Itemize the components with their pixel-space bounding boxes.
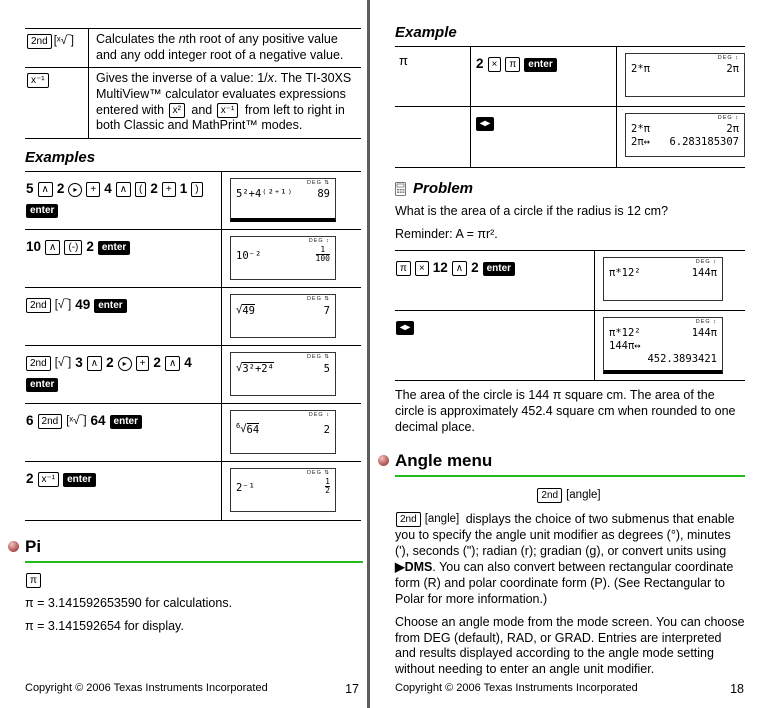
display-expression (631, 63, 650, 76)
radical-sign: √ (240, 422, 247, 435)
display-line (236, 246, 330, 263)
calculator-display (230, 294, 336, 338)
problem-answer: The area of the circle is 144 π square cm. The area of the circle is approximately 452.4 square cm when rounded to one decimal place. (395, 387, 736, 434)
reciprocal-key: x⁻¹ (217, 103, 239, 118)
key-sequence (395, 251, 595, 310)
display-line (609, 353, 717, 366)
text-run: Calculates the (96, 32, 179, 46)
display-result (324, 424, 330, 437)
lcd-text: 7 (323, 304, 330, 317)
calculator-display (603, 317, 723, 374)
lcd-text: 2π (726, 123, 739, 135)
2nd-key: 2nd (537, 488, 562, 503)
number-text: 2 (106, 354, 114, 370)
calculator-icon (395, 182, 406, 196)
text-run: . The TI-30XS MultiView™ calculator evaluates expressions entered with (96, 71, 352, 117)
number-text: 49 (75, 296, 91, 312)
example-row (25, 288, 361, 346)
lcd-text: 2π↔ (631, 136, 650, 148)
calculator-display (603, 257, 723, 301)
close-paren-key: ) (191, 182, 202, 197)
number-text: 2 (86, 238, 94, 254)
example-table (395, 46, 745, 168)
number-text: 2 (476, 56, 484, 71)
calculator-display (230, 236, 336, 280)
display-status-indicators: DEG ↕ (717, 55, 739, 61)
angle-menu-title: Angle menu (395, 451, 493, 471)
lcd-text: 144π (691, 326, 717, 339)
radical-sign: √ (236, 303, 243, 316)
examples-table (25, 171, 361, 521)
multiply-key: × (488, 57, 502, 72)
toggle-key: ◂▸ (476, 117, 494, 131)
nth-root-key: [ˣ√‾] (66, 414, 87, 427)
page-number: 17 (345, 682, 359, 696)
display-line (236, 362, 330, 376)
page-footer (25, 682, 359, 696)
example-row (25, 172, 361, 230)
display-status-indicators: DEG ↕ (695, 258, 717, 265)
display-result (669, 136, 739, 149)
lcd-text: 2*π (631, 63, 650, 75)
display-line (609, 340, 717, 353)
radicand: 3²+2⁴ (242, 362, 274, 375)
display-line (236, 304, 330, 318)
display-expression (609, 267, 641, 280)
lcd-text: 144π↔ (609, 339, 641, 352)
lcd-text: 5 (323, 362, 330, 375)
display-cell (222, 404, 361, 461)
key-table-keys (25, 29, 88, 67)
display-result (324, 305, 330, 318)
copyright-text: Copyright © 2006 Texas Instruments Incorporated (25, 682, 268, 694)
bold-text: ▶DMS (395, 560, 433, 574)
section-bullet-icon (378, 455, 389, 466)
nth-root-key: [ˣ√‾] (53, 35, 74, 47)
radicand: 49 (242, 304, 255, 317)
key-table-keys (25, 68, 88, 138)
example-row (395, 47, 745, 107)
key-sequence (471, 47, 617, 106)
key-sequence (25, 172, 222, 229)
lcd-text: 144π (691, 266, 717, 279)
open-paren-key: ( (135, 182, 146, 197)
key-sequence (471, 107, 617, 167)
problem-heading (395, 180, 745, 197)
display-line (631, 123, 739, 136)
text-run: π (399, 53, 408, 68)
number-text: 1 (179, 180, 188, 196)
enter-key: enter (26, 204, 58, 218)
fraction (325, 478, 330, 495)
display-expression (609, 327, 641, 340)
display-expression (236, 188, 293, 201)
display-result (317, 188, 330, 201)
sqrt-expression (240, 423, 259, 437)
display-cell (617, 47, 745, 106)
display-line (609, 327, 717, 340)
display-cell (222, 346, 361, 403)
display-status-indicators: DEG ↕ (717, 115, 739, 121)
display-expression (236, 250, 261, 263)
display-expression (609, 340, 641, 353)
section-bullet-icon (8, 541, 19, 552)
pi-section-heading (25, 537, 363, 563)
enter-key: enter (63, 473, 95, 487)
caret-key: ∧ (38, 182, 53, 197)
x-squared-key: x² (169, 103, 185, 118)
angle-menu-paragraph-1 (395, 512, 745, 607)
radical-sign: √ (236, 361, 243, 374)
display-status-indicators: DEG ⇅ (306, 469, 330, 476)
example-label (395, 47, 471, 106)
display-line (631, 136, 739, 149)
display-status-indicators: DEG ↕ (308, 237, 330, 244)
display-result (316, 246, 330, 263)
key-sequence (25, 288, 222, 345)
number-text: 2 (26, 470, 34, 486)
lcd-text: 2⁻¹ (236, 481, 255, 494)
plus-key: + (162, 182, 176, 197)
display-expression (631, 123, 650, 136)
number-text: 5 (26, 180, 34, 196)
copyright-text: Copyright © 2006 Texas Instruments Incorporated (395, 682, 638, 694)
calculator-display (230, 352, 336, 396)
lcd-text: 5²+4⁽²⁺¹⁾ (236, 187, 293, 200)
angle-menu-paragraph-2: Choose an angle mode from the mode screen. You can choose from DEG (default), RAD, or GRAD. Entries are interpreted and results displayed according to the angle mode setting without needing to enter an angle unit modifier. (395, 614, 745, 677)
display-cell (222, 462, 361, 520)
display-result (692, 267, 717, 280)
example-heading: Example (395, 24, 457, 41)
multiply-key: × (415, 261, 429, 276)
display-result (726, 63, 739, 76)
key-sequence (25, 404, 222, 461)
display-status-indicators: DEG ⇅ (306, 295, 330, 302)
enter-key: enter (483, 262, 515, 276)
text-run: Gives the inverse of a value: 1/ (96, 71, 268, 86)
example-row (395, 107, 745, 167)
pi-calculations-line: π = 3.141592653590 for calculations. (25, 595, 233, 610)
display-cell (595, 251, 745, 310)
number-text: 4 (104, 180, 112, 196)
problem-row (395, 251, 745, 311)
display-status-indicators: DEG ⇅ (306, 179, 330, 186)
angle-key: [angle] (566, 489, 601, 502)
display-cell (222, 172, 361, 229)
calculator-display (625, 113, 745, 157)
key-sequence (395, 311, 595, 380)
display-result (325, 478, 330, 495)
key-table-row (25, 68, 361, 139)
key-reference-table (25, 28, 361, 139)
lcd-text: 2π (726, 63, 739, 75)
enter-key: enter (98, 241, 130, 255)
display-result (692, 327, 717, 340)
sqrt-expression (236, 304, 255, 318)
text-run: from left to right in both Classic and MathPrint™ modes. (96, 102, 345, 133)
lcd-text: π*12² (609, 326, 641, 339)
text-run: th root of any positive value and any odd integer root of a negative value. (96, 32, 344, 62)
square-root-key: [√‾] (54, 298, 72, 311)
example-row (25, 404, 361, 462)
number-text: 2 (56, 180, 65, 196)
display-status-indicators: DEG ⇅ (306, 353, 330, 360)
reciprocal-key: x⁻¹ (38, 472, 60, 487)
pi-display-line: π = 3.141592654 for display. (25, 618, 184, 633)
display-line (609, 267, 717, 280)
display-result (324, 363, 330, 376)
display-cell (222, 230, 361, 287)
pi-key-line (25, 573, 363, 588)
page-17 (0, 0, 367, 708)
enter-key: enter (524, 58, 556, 72)
number-text: 10 (26, 238, 42, 254)
angle-menu-heading (395, 451, 745, 477)
superscript: 6 (236, 421, 241, 430)
lcd-text: π*12² (609, 266, 641, 279)
display-cell (595, 311, 745, 380)
caret-key: ∧ (116, 182, 131, 197)
2nd-key: 2nd (27, 34, 52, 49)
text-run: . You can also convert between rectangular coordinate form (R) and polar coordinate form (P). (See Rectangular to Polar for more information.) (395, 560, 734, 606)
pi-key: π (26, 573, 41, 588)
lcd-text: 89 (317, 187, 330, 200)
2nd-key: 2nd (396, 512, 421, 527)
key-sequence (25, 346, 222, 403)
display-expression (631, 136, 650, 149)
lcd-text: 452.3893421 (647, 352, 717, 365)
display-expression (236, 420, 259, 437)
problem-table (395, 250, 745, 381)
calculator-display (230, 468, 336, 512)
example-label (395, 107, 471, 167)
lcd-text: 2 (323, 423, 330, 436)
plus-key: + (86, 182, 100, 197)
example-row (25, 346, 361, 404)
text-run: displays the choice of two submenus that enable you to specify the angle unit modifier as degrees (°), minutes ('), seconds ("); radian (r); gradian (g), or convert units using (395, 512, 735, 559)
pi-key: π (396, 261, 411, 276)
italic-text: n (178, 32, 186, 46)
display-cell (617, 107, 745, 167)
denominator: 100 (315, 253, 330, 263)
number-text: 3 (75, 354, 83, 370)
number-text: 2 (153, 354, 161, 370)
lcd-text: 10⁻² (236, 249, 262, 262)
number-text: 12 (432, 259, 448, 275)
text-run: and (187, 102, 216, 117)
enter-key: enter (110, 415, 142, 429)
display-expression (236, 362, 274, 376)
key-table-description (88, 68, 361, 138)
key-table-row (25, 29, 361, 68)
number-text: 4 (184, 354, 192, 370)
problem-question: What is the area of a circle if the radius is 12 cm? (395, 204, 669, 218)
calculator-display (230, 178, 336, 222)
display-line (236, 420, 330, 437)
caret-key: ∧ (452, 261, 467, 276)
reciprocal-key: x⁻¹ (27, 73, 49, 88)
italic-text: x (267, 71, 274, 86)
display-line (631, 63, 739, 76)
numerator: 1 (325, 476, 330, 486)
angle-key: [angle] (424, 513, 460, 526)
calculator-display (230, 410, 336, 454)
display-cell (222, 288, 361, 345)
key-sequence (25, 462, 222, 520)
display-status-indicators: DEG ↕ (308, 411, 330, 418)
page-18 (370, 0, 758, 708)
negative-key: (-) (64, 240, 82, 255)
number-text: 2 (471, 259, 479, 275)
problem-title: Problem (413, 180, 474, 197)
pi-key: π (505, 57, 520, 72)
pi-section-title: Pi (25, 536, 42, 556)
page-footer (395, 682, 744, 696)
lcd-text: 2*π (631, 123, 650, 135)
enter-key: enter (94, 299, 126, 313)
display-line (236, 188, 330, 201)
caret-key: ∧ (45, 240, 60, 255)
2nd-key: 2nd (26, 298, 51, 313)
key-sequence (25, 230, 222, 287)
toggle-key: ◂▸ (396, 321, 414, 335)
display-result (647, 353, 717, 366)
2nd-key: 2nd (38, 414, 63, 429)
enter-key: enter (26, 378, 58, 392)
display-status-indicators: DEG ↕ (695, 318, 717, 325)
right-arrow-key: ▸ (118, 357, 132, 371)
denominator: 2 (325, 485, 330, 495)
number-text: 6 (26, 412, 34, 428)
square-root-key: [√‾] (54, 356, 72, 369)
problem-row (395, 311, 745, 380)
problem-reminder: Reminder: A = πr². (395, 226, 498, 241)
display-expression (236, 482, 255, 495)
radicand: 64 (246, 423, 260, 436)
page-number: 18 (730, 682, 744, 696)
key-table-description (88, 29, 361, 67)
2nd-key: 2nd (26, 356, 51, 371)
display-expression (236, 304, 255, 318)
caret-key: ∧ (165, 356, 180, 371)
fraction (316, 246, 330, 263)
number-text: 2 (150, 180, 158, 196)
right-arrow-key: ▸ (68, 183, 82, 197)
plus-key: + (136, 356, 150, 371)
sqrt-expression (236, 362, 274, 376)
lcd-text: 6.283185307 (669, 136, 739, 148)
example-row (25, 230, 361, 288)
display-line (236, 478, 330, 495)
numerator: 1 (320, 244, 326, 254)
number-text: 64 (90, 412, 106, 428)
example-row (25, 462, 361, 520)
display-result (726, 123, 739, 136)
angle-menu-keys (395, 488, 745, 503)
caret-key: ∧ (87, 356, 102, 371)
calculator-display (625, 53, 745, 97)
examples-heading: Examples (25, 148, 96, 166)
